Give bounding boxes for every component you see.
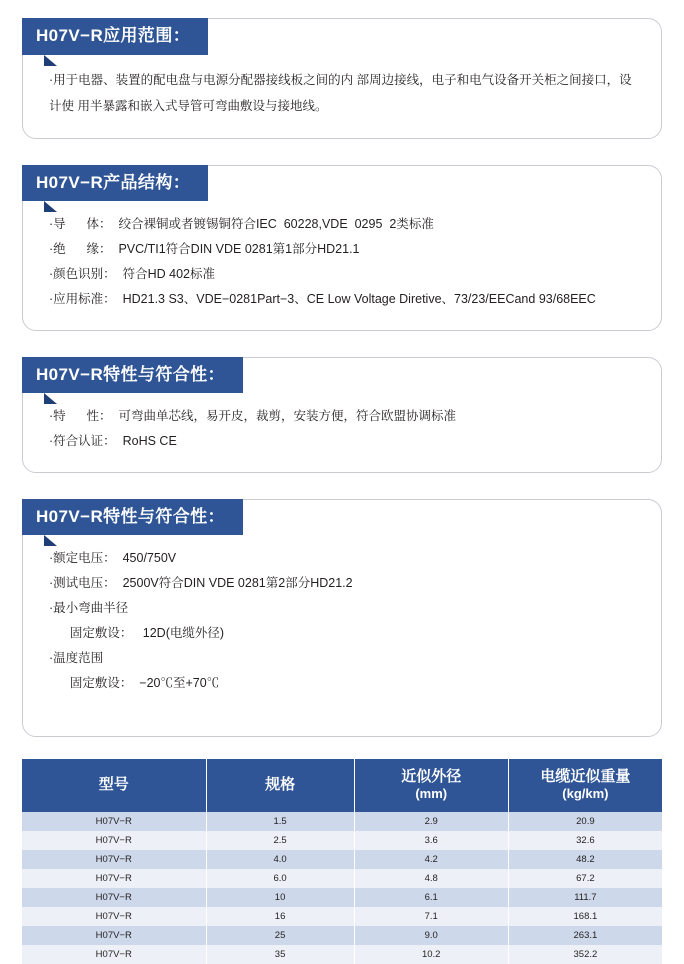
table-row <box>22 926 662 945</box>
section-lines <box>49 546 635 696</box>
table-header-row <box>22 759 662 812</box>
banner-tail-shape <box>44 201 57 212</box>
table-header-cell <box>508 759 662 812</box>
specification-table <box>22 759 662 964</box>
spec-line: ·特 性： 可弯曲单芯线，易开皮，裁剪，安装方便，符合欧盟协调标准 <box>49 408 456 423</box>
header-unit-label: (kg/km) <box>562 786 609 802</box>
table-header-cell <box>354 759 508 812</box>
table-header-cell <box>206 759 354 812</box>
section-characteristics-conformity-1 <box>22 357 662 473</box>
cell-size: 4.0 <box>206 850 354 869</box>
cell-weight: 352.2 <box>508 945 662 964</box>
cell-diameter: 6.1 <box>354 888 508 907</box>
header-main-label: 电缆近似重量 <box>540 767 631 785</box>
spec-line: 固定敷设： 12D(电缆外径) <box>49 625 225 640</box>
spec-line: ·额定电压： 450/750V <box>49 550 177 565</box>
spec-line: ·温度范围 <box>49 650 104 665</box>
table-row <box>22 831 662 850</box>
section-title: H07V−R特性与符合性： <box>22 499 243 536</box>
cell-model: H07V−R <box>22 850 206 869</box>
table-header-cell <box>22 759 206 812</box>
cell-weight: 111.7 <box>508 888 662 907</box>
cell-size: 1.5 <box>206 812 354 831</box>
section-characteristics-conformity-2 <box>22 499 662 737</box>
table-row <box>22 888 662 907</box>
table-row <box>22 869 662 888</box>
cell-diameter: 2.9 <box>354 812 508 831</box>
cell-model: H07V−R <box>22 926 206 945</box>
section-banner <box>22 357 243 394</box>
cell-weight: 32.6 <box>508 831 662 850</box>
cell-diameter: 3.6 <box>354 831 508 850</box>
cell-size: 2.5 <box>206 831 354 850</box>
cell-model: H07V−R <box>22 812 206 831</box>
cell-diameter: 4.2 <box>354 850 508 869</box>
cell-weight: 263.1 <box>508 926 662 945</box>
cell-diameter: 4.8 <box>354 869 508 888</box>
header-unit-label: (mm) <box>415 786 448 802</box>
cell-model: H07V−R <box>22 888 206 907</box>
cell-size: 25 <box>206 926 354 945</box>
section-title: H07V−R产品结构： <box>22 165 208 202</box>
table-row <box>22 812 662 831</box>
header-main-label: 规格 <box>265 775 296 793</box>
spec-line: ·测试电压： 2500V符合DIN VDE 0281第2部分HD21.2 <box>49 575 353 590</box>
cell-size: 35 <box>206 945 354 964</box>
section-title: H07V−R应用范围： <box>22 18 208 55</box>
cell-diameter: 10.2 <box>354 945 508 964</box>
cell-size: 16 <box>206 907 354 926</box>
section-banner <box>22 18 208 55</box>
banner-tail-shape <box>44 393 57 404</box>
banner-tail-shape <box>44 55 57 66</box>
specification-table-wrapper <box>22 759 662 964</box>
section-paragraph: ·用于电器、装置的配电盘与电源分配器接线板之间的内 部周边接线，电子和电气设备开关柜之间接口，设计使 用半暴露和嵌入式导管可弯曲敷设与接地线。 <box>49 73 632 114</box>
cell-model: H07V−R <box>22 907 206 926</box>
cell-diameter: 7.1 <box>354 907 508 926</box>
table-row <box>22 907 662 926</box>
section-lines <box>49 404 635 454</box>
cell-weight: 168.1 <box>508 907 662 926</box>
cell-size: 10 <box>206 888 354 907</box>
cell-model: H07V−R <box>22 869 206 888</box>
header-main-label: 型号 <box>98 775 129 793</box>
section-banner <box>22 499 243 536</box>
cell-model: H07V−R <box>22 831 206 850</box>
cell-weight: 48.2 <box>508 850 662 869</box>
section-title: H07V−R特性与符合性： <box>22 357 243 394</box>
spec-line: ·符合认证： RoHS CE <box>49 433 177 448</box>
table-row <box>22 945 662 964</box>
cell-diameter: 9.0 <box>354 926 508 945</box>
section-banner <box>22 165 208 202</box>
document-page <box>0 18 684 960</box>
banner-tail-shape <box>44 535 57 546</box>
spec-line: 固定敷设： −20℃至+70℃ <box>49 675 220 690</box>
table-row <box>22 850 662 869</box>
spec-line: ·颜色识别： 符合HD 402标准 <box>49 266 215 281</box>
spec-line: ·导 体： 绞合裸铜或者镀锡铜符合IEC 60228,VDE 0295 2类标准 <box>49 216 434 231</box>
section-application-scope <box>22 18 662 139</box>
cell-weight: 67.2 <box>508 869 662 888</box>
section-product-structure <box>22 165 662 331</box>
cell-size: 6.0 <box>206 869 354 888</box>
header-main-label: 近似外径 <box>401 767 462 785</box>
spec-line: ·最小弯曲半径 <box>49 600 129 615</box>
spec-line: ·应用标准： HD21.3 S3、VDE−0281Part−3、CE Low Voltage Diretive、73/23/EECand 93/68EEC <box>49 291 596 306</box>
cell-weight: 20.9 <box>508 812 662 831</box>
cell-model: H07V−R <box>22 945 206 964</box>
spec-line: ·绝 缘： PVC/TI1符合DIN VDE 0281第1部分HD21.1 <box>49 241 360 256</box>
section-lines <box>49 212 635 312</box>
